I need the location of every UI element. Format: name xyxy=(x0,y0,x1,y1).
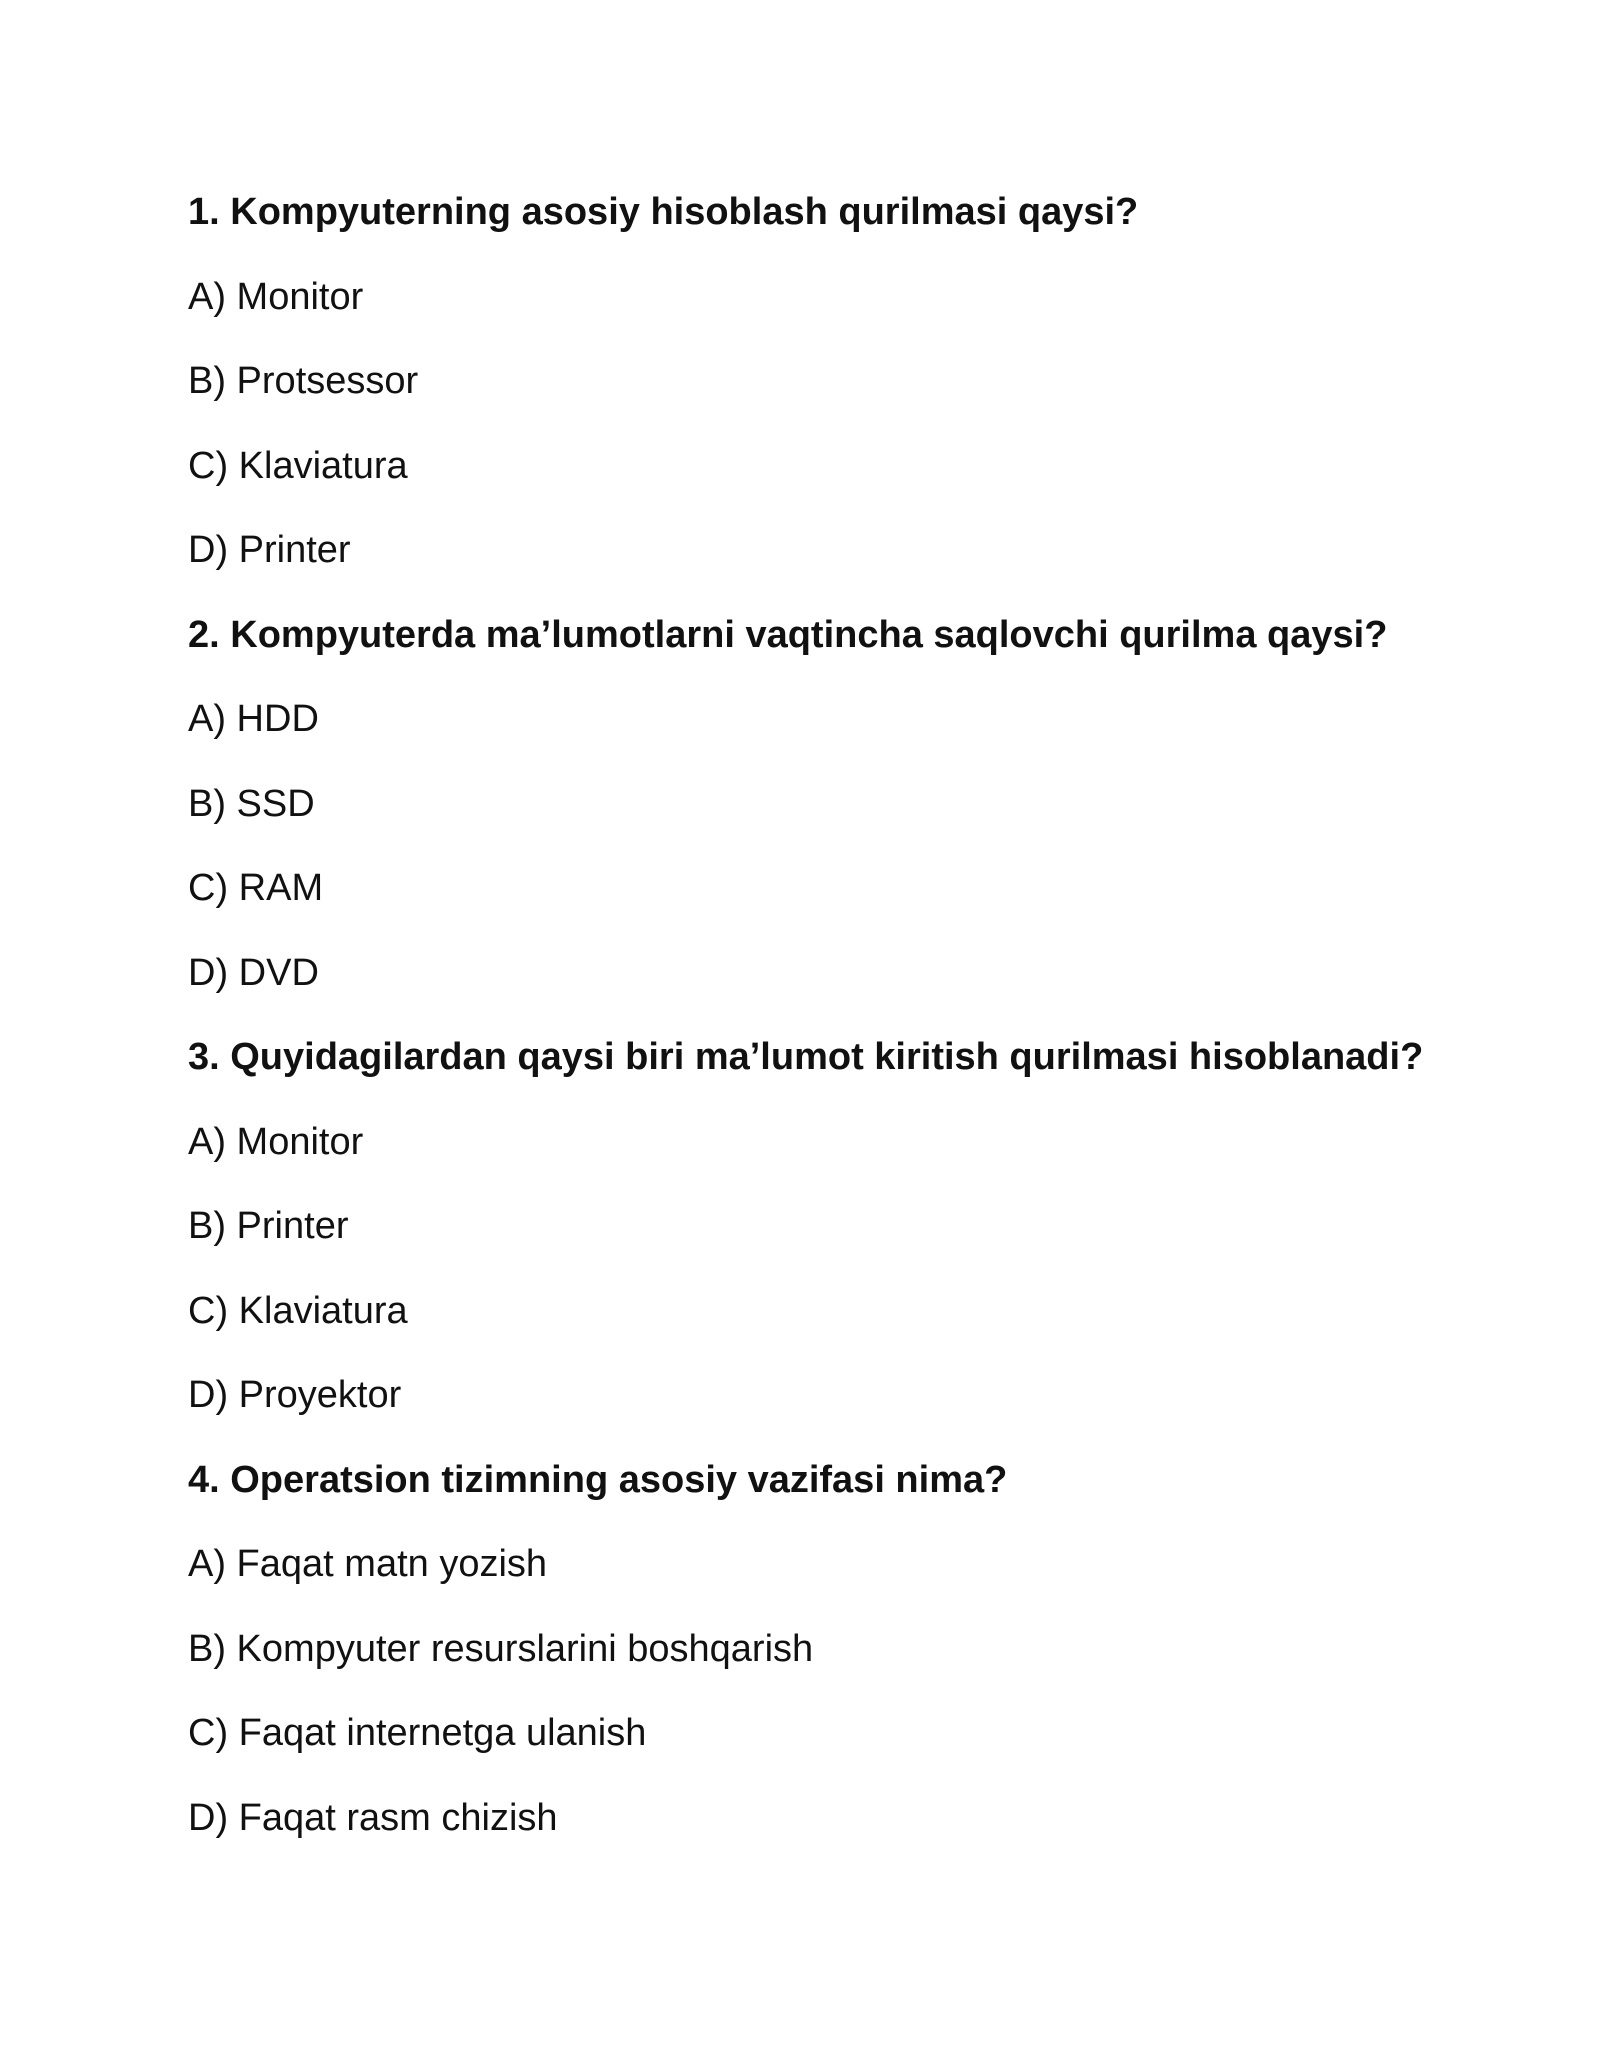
answer-option: C) RAM xyxy=(188,867,324,909)
question-block xyxy=(188,609,1488,1032)
answer-option: C) Klaviatura xyxy=(188,444,408,487)
question-text: 2. Kompyuterda ma’lumotlarni vaqtincha saqlovchi qurilma qaysi? xyxy=(188,613,1388,656)
question-text: 3. Quyidagilardan qaysi biri ma’lumot kiritish qurilmasi hisoblanadi? xyxy=(188,1036,1424,1078)
answer-option: A) Faqat matn yozish xyxy=(188,1543,548,1585)
answer-option: C) Klaviatura xyxy=(188,1289,408,1332)
question-block xyxy=(188,1031,1488,1454)
answer-option: B) Kompyuter resurslarini boshqarish xyxy=(188,1627,814,1670)
answer-option: D) Faqat rasm chizish xyxy=(188,1796,558,1839)
quiz-list xyxy=(188,186,1488,1876)
answer-option: B) Printer xyxy=(188,1205,349,1247)
question-block xyxy=(188,1454,1488,1877)
answer-option: D) Proyektor xyxy=(188,1374,402,1416)
answer-option: B) SSD xyxy=(188,782,315,825)
answer-option: C) Faqat internetga ulanish xyxy=(188,1712,647,1754)
answer-option: D) Printer xyxy=(188,529,351,571)
answer-option: D) DVD xyxy=(188,951,319,994)
question-block xyxy=(188,186,1488,609)
answer-option: A) Monitor xyxy=(188,275,364,318)
answer-option: A) Monitor xyxy=(188,1120,364,1163)
answer-option: A) HDD xyxy=(188,698,319,740)
question-text: 1. Kompyuterning asosiy hisoblash qurilmasi qaysi? xyxy=(188,191,1139,233)
answer-option: B) Protsessor xyxy=(188,360,419,402)
question-text: 4. Operatsion tizimning asosiy vazifasi nima? xyxy=(188,1458,1008,1501)
